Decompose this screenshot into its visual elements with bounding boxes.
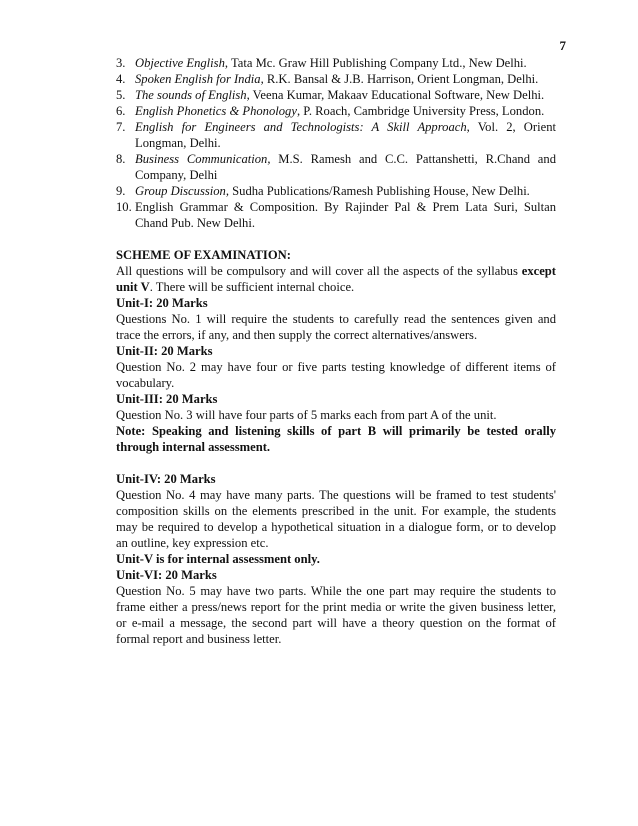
reference-number: 4.	[116, 72, 126, 86]
unit-3-text: Question No. 3 will have four parts of 5 marks each from part A of the unit.	[116, 408, 497, 422]
reference-title: Objective English	[135, 56, 225, 70]
reference-number: 10.	[116, 200, 132, 214]
reference-number: 3.	[116, 56, 126, 70]
reference-title: English Phonetics & Phonology	[135, 104, 297, 118]
reference-title: English for Engineers and Technologists: A Skill Approach	[135, 120, 467, 134]
reference-number: 9.	[116, 184, 126, 198]
unit-5-heading: Unit-V is for internal assessment only.	[116, 552, 320, 566]
unit-6-text: Question No. 5 may have two parts. While the one part may require the students to frame either a press/news report for the print media or write the given business letter, or e-mail a message, the second part will have a theory question on the format of formal report and business letter.	[116, 584, 556, 646]
scheme-intro-text: All questions will be compulsory and will cover all the aspects of the syllabus	[116, 264, 522, 278]
unit-1-heading: Unit-I: 20 Marks	[116, 296, 208, 310]
spacer	[116, 455, 556, 471]
reference-details: English Grammar & Composition. By Rajinder Pal & Prem Lata Suri, Sultan Chand Pub. New Delhi.	[135, 200, 556, 230]
reference-item	[116, 55, 556, 71]
unit-4-heading: Unit-IV: 20 Marks	[116, 472, 216, 486]
scheme-of-examination	[116, 247, 556, 647]
body-text	[116, 55, 556, 647]
reference-number: 5.	[116, 88, 126, 102]
reference-title: Group Discussion,	[135, 184, 229, 198]
reference-details: M.S. Ramesh and C.C. Pattanshetti, R.Chand and Company, Delhi	[135, 152, 556, 182]
unit-2-heading: Unit-II: 20 Marks	[116, 344, 213, 358]
reference-item	[116, 199, 556, 231]
reference-title: Spoken English for India,	[135, 72, 264, 86]
reference-details: , Vol. 2, Orient Longman, Delhi.	[135, 120, 556, 150]
unit-2-text: Question No. 2 may have four or five parts testing knowledge of different items of vocabulary.	[116, 360, 556, 390]
reference-details: , P. Roach, Cambridge University Press, London.	[296, 104, 545, 118]
scheme-intro	[116, 263, 556, 295]
scheme-heading: SCHEME OF EXAMINATION:	[116, 248, 291, 262]
reference-item	[116, 103, 556, 119]
reference-details: Veena Kumar, Makaav Educational Software, New Delhi.	[249, 88, 545, 102]
note-text: Note: Speaking and listening skills of part B will primarily be tested orally through internal assessment.	[116, 424, 556, 454]
unit-1-text: Questions No. 1 will require the students to carefully read the sentences given and trace the errors, if any, and then supply the correct alternatives/answers.	[116, 312, 556, 342]
scheme-intro-emphasis: except unit V	[116, 264, 556, 294]
reference-item	[116, 87, 556, 103]
reference-item	[116, 119, 556, 151]
reference-number: 7.	[116, 120, 126, 134]
reference-item	[116, 71, 556, 87]
reference-item	[116, 183, 556, 199]
reference-title: The sounds of English,	[135, 88, 250, 102]
scheme-intro-text-end: . There will be sufficient internal choice.	[149, 280, 355, 294]
page-number: 7	[559, 38, 566, 53]
reference-details: R.K. Bansal & J.B. Harrison, Orient Longman, Delhi.	[263, 72, 539, 86]
reference-item	[116, 151, 556, 183]
unit-3-heading: Unit-III: 20 Marks	[116, 392, 218, 406]
reference-list	[116, 55, 556, 231]
reference-details: , Tata Mc. Graw Hill Publishing Company Ltd., New Delhi.	[224, 56, 527, 70]
reference-number: 8.	[116, 152, 126, 166]
unit-6-heading: Unit-VI: 20 Marks	[116, 568, 217, 582]
reference-details: Sudha Publications/Ramesh Publishing House, New Delhi.	[229, 184, 530, 198]
reference-title: Business Communication,	[135, 152, 271, 166]
unit-4-text: Question No. 4 may have many parts. The questions will be framed to test students' composition skills on the elements prescribed in the unit. For example, the students may be required to develop a hypothetical situation in a dialogue form, or to develop an outline, key expression etc.	[116, 488, 556, 550]
reference-number: 6.	[116, 104, 126, 118]
